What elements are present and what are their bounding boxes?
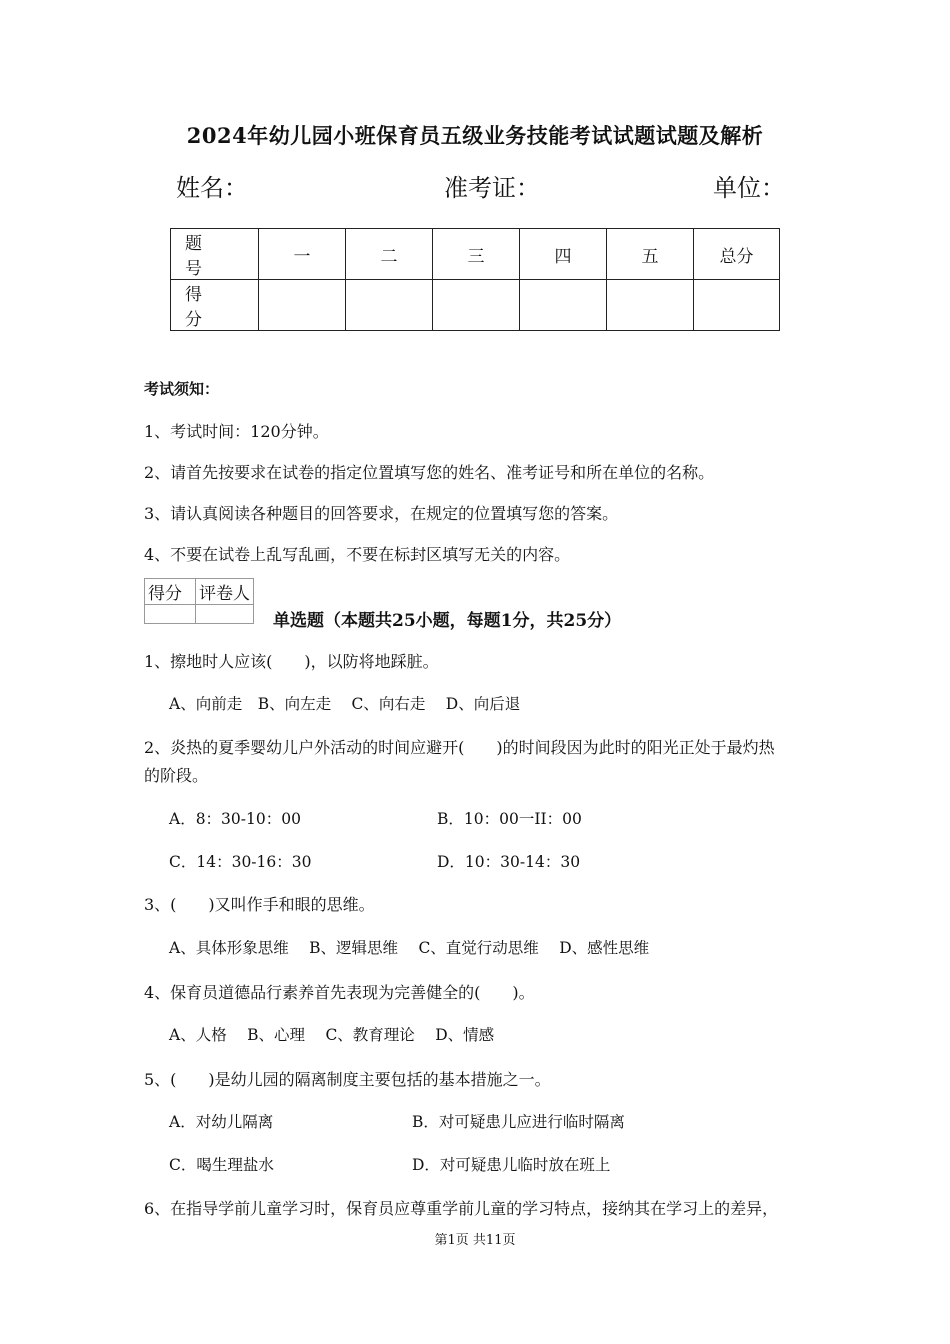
grader-box — [144, 578, 254, 624]
score-cell-2 — [346, 280, 433, 331]
question-stem: 2、炎热的夏季婴幼儿户外活动的时间应避开( )的时间段因为此时的阳光正处于最灼热 — [144, 738, 775, 757]
score-row-label: 得 分 — [171, 280, 259, 331]
grader-score-label: 得分 — [145, 579, 196, 605]
score-table-score-row — [171, 280, 780, 331]
section-4-header: 四 — [520, 229, 607, 280]
notice-item: 3、请认真阅读各种题目的回答要求，在规定的位置填写您的答案。 — [144, 504, 619, 523]
score-table — [170, 228, 780, 331]
name-label: 姓名： — [176, 174, 248, 202]
option-b: B．10：00一II：00 — [437, 810, 582, 828]
notice-item: 4、不要在试卷上乱写乱画，不要在标封区填写无关的内容。 — [144, 545, 571, 564]
score-cell-3 — [433, 280, 520, 331]
grader-score-cell — [145, 605, 196, 624]
score-cell-4 — [520, 280, 607, 331]
question-stem: 3、( )又叫作手和眼的思维。 — [144, 895, 375, 914]
question-options: A、具体形象思维 B、逻辑思维 C、直觉行动思维 D、感性思维 — [169, 939, 650, 957]
section-3-header: 三 — [433, 229, 520, 280]
option-a: A．8：30-10：00 — [169, 810, 301, 828]
option-b: B．对可疑患儿应进行临时隔离 — [412, 1113, 625, 1131]
option-c: C．喝生理盐水 — [169, 1156, 274, 1174]
grader-name-label: 评卷人 — [196, 579, 254, 605]
grader-name-cell — [196, 605, 254, 624]
score-table-header-row — [171, 229, 780, 280]
score-cell-5 — [607, 280, 694, 331]
notice-title: 考试须知： — [144, 380, 220, 398]
notice-item: 1、考试时间：120分钟。 — [144, 422, 329, 441]
question-stem-continued: 的阶段。 — [144, 766, 209, 785]
option-d: D．10：30-14：30 — [437, 853, 581, 871]
exam-id-label: 准考证： — [444, 174, 540, 202]
question-options: A、向前走 B、向左走 C、向右走 D、向后退 — [169, 695, 521, 713]
candidate-info-row — [0, 168, 950, 208]
option-c: C．14：30-16：30 — [169, 853, 312, 871]
question-stem: 5、( )是幼儿园的隔离制度主要包括的基本措施之一。 — [144, 1070, 551, 1089]
score-cell-1 — [259, 280, 346, 331]
page-title: 2024年幼儿园小班保育员五级业务技能考试试题试题及解析 — [186, 123, 764, 148]
option-a: A．对幼儿隔离 — [169, 1113, 274, 1131]
section-2-header: 二 — [346, 229, 433, 280]
section-5-header: 五 — [607, 229, 694, 280]
score-cell-total — [694, 280, 780, 331]
question-options: A、人格 B、心理 C、教育理论 D、情感 — [169, 1026, 495, 1044]
total-header: 总分 — [694, 229, 780, 280]
question-stem: 1、擦地时人应该( )，以防将地踩脏。 — [144, 652, 439, 671]
notice-item: 2、请首先按要求在试卷的指定位置填写您的姓名、准考证号和所在单位的名称。 — [144, 463, 715, 482]
question-stem: 4、保育员道德品行素养首先表现为完善健全的( )。 — [144, 983, 535, 1002]
question-number-header: 题 号 — [171, 229, 259, 280]
page-footer: 第1页 共11页 — [434, 1233, 516, 1248]
section-1-header: 一 — [259, 229, 346, 280]
option-d: D．对可疑患儿临时放在班上 — [412, 1156, 611, 1174]
unit-label: 单位： — [713, 174, 785, 202]
question-stem: 6、在指导学前儿童学习时，保育员应尊重学前儿童的学习特点，接纳其在学习上的差异， — [144, 1199, 779, 1218]
section-title: 单选题（本题共25小题，每题1分，共25分） — [273, 611, 622, 631]
